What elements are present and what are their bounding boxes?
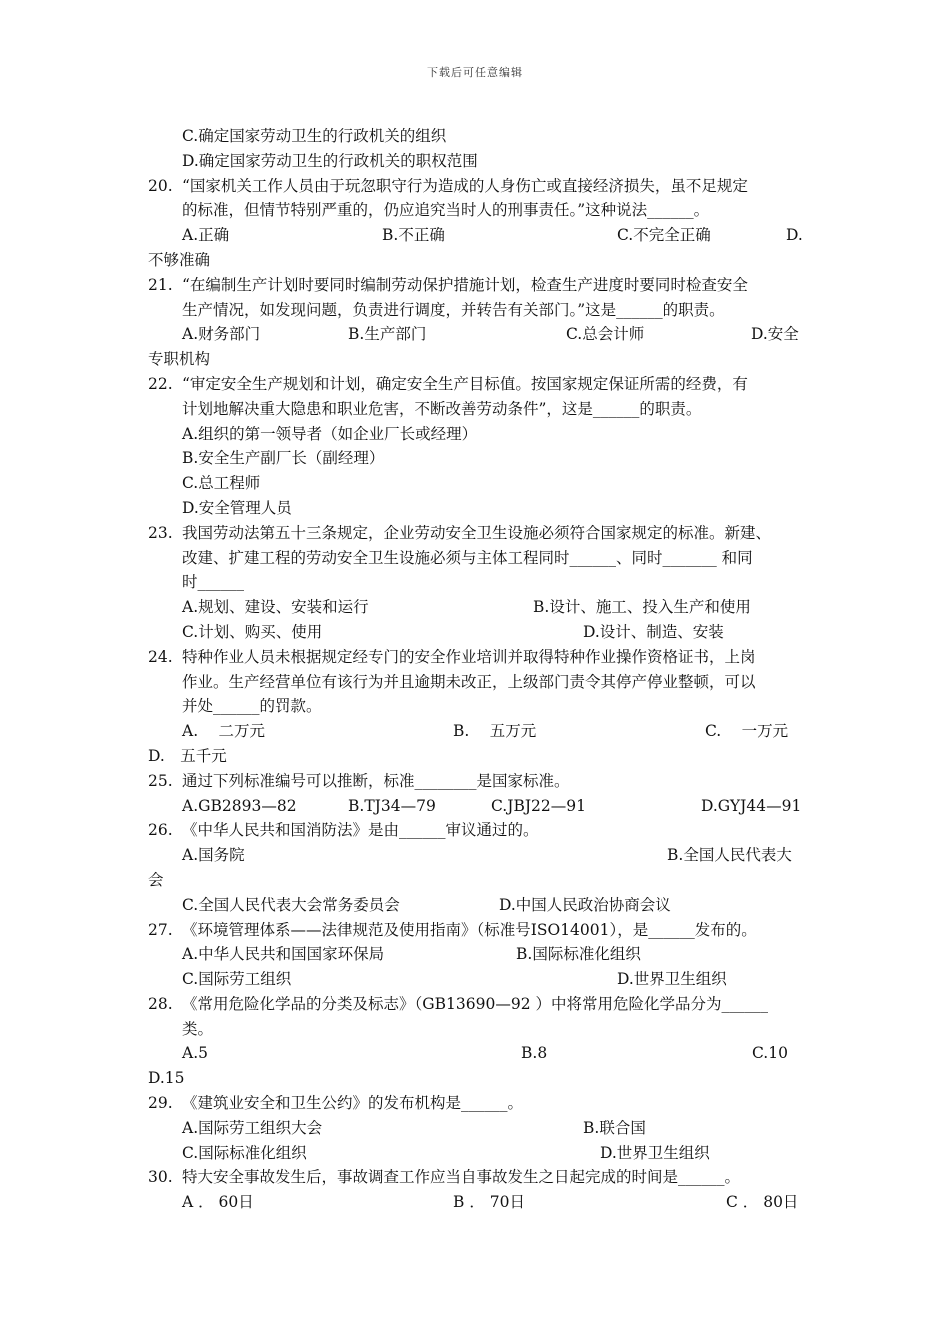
question-text: 我国劳动法第五十三条规定，企业劳动安全卫生设施必须符合国家规定的标准。新建、 — [182, 523, 772, 542]
question-29-options — [0, 1116, 950, 1141]
option-d: D.15 — [148, 1069, 185, 1088]
option-a: A.国务院 — [182, 846, 245, 865]
option-b: B ． 70日 — [453, 1193, 525, 1212]
option-a: A ． 60日 — [182, 1193, 254, 1212]
question-29-options — [0, 1141, 950, 1166]
option-d-continued: 专职机构 — [148, 350, 211, 369]
question-number: 24. — [148, 647, 173, 666]
question-21-line — [0, 298, 950, 323]
question-20-line — [0, 174, 950, 199]
question-27-options — [0, 967, 950, 992]
option-c: C.全国人民代表大会常务委员会 — [182, 895, 400, 914]
option-a: A.正确 — [182, 226, 230, 245]
option-d: D.安全管理人员 — [182, 498, 292, 517]
question-text: 特大安全事故发生后，事故调查工作应当自事故发生之日起完成的时间是______。 — [182, 1168, 741, 1187]
option-d: D. — [786, 226, 803, 245]
question-number: 25. — [148, 771, 173, 790]
option-d: D.GYJ44—91 — [701, 796, 802, 815]
option-d: D.世界卫生组织 — [600, 1143, 710, 1162]
question-number: 27. — [148, 920, 173, 939]
question-28-line — [0, 992, 950, 1017]
question-24-line — [0, 645, 950, 670]
option-d: D.确定国家劳动卫生的行政机关的职权范围 — [182, 151, 478, 170]
question-23-options — [0, 620, 950, 645]
option-b: B.生产部门 — [348, 325, 427, 344]
option-d: D.设计、制造、安装 — [583, 622, 724, 641]
option-a: A.组织的第一领导者（如企业厂长或经理） — [182, 424, 478, 443]
question-24-line — [0, 694, 950, 719]
question-23-line — [0, 546, 950, 571]
option-c: C.总会计师 — [566, 325, 645, 344]
question-29-line — [0, 1091, 950, 1116]
question-list — [0, 124, 950, 1215]
question-number: 26. — [148, 821, 173, 840]
question-24-options — [0, 744, 950, 769]
question-26-line — [0, 818, 950, 843]
question-text: “在编制生产计划时要同时编制劳动保护措施计划，检查生产进度时要同时检查安全 — [182, 275, 748, 294]
option-d: D.安全 — [751, 325, 799, 344]
question-number: 28. — [148, 994, 173, 1013]
option-a: A.财务部门 — [182, 325, 261, 344]
question-text: 作业。生产经营单位有该行为并且逾期未改正，上级部门责令其停产停业整顿，可以 — [182, 672, 756, 691]
option-b: B.全国人民代表大 — [667, 846, 792, 865]
option-line — [0, 422, 950, 447]
option-b: B.安全生产副厂长（副经理） — [182, 449, 385, 468]
option-c: C.10 — [752, 1044, 788, 1063]
question-23-line — [0, 521, 950, 546]
option-c: C.计划、购买、使用 — [182, 622, 323, 641]
question-20-options — [0, 223, 950, 248]
question-text: “审定安全生产规划和计划，确定安全生产目标值。按国家规定保证所需的经费，有 — [182, 374, 748, 393]
option-b: B. 五万元 — [453, 722, 537, 741]
question-20-line — [0, 198, 950, 223]
option-a: A.规划、建设、安装和运行 — [182, 598, 369, 617]
option-b-continued: 会 — [148, 870, 164, 889]
question-number: 23. — [148, 523, 173, 542]
question-23-options — [0, 595, 950, 620]
question-22-line — [0, 372, 950, 397]
question-21-options — [0, 347, 950, 372]
question-text: 类。 — [182, 1019, 214, 1038]
option-d-continued: 不够准确 — [148, 250, 211, 269]
option-b: B.设计、施工、投入生产和使用 — [533, 598, 751, 617]
option-b: B.TJ34—79 — [348, 796, 436, 815]
option-c: C.确定国家劳动卫生的行政机关的组织 — [182, 127, 447, 145]
question-number: 29. — [148, 1094, 173, 1113]
question-number: 20. — [148, 176, 173, 195]
question-23-line — [0, 570, 950, 595]
question-text: 《建筑业安全和卫生公约》的发布机构是______。 — [182, 1094, 524, 1113]
question-26-options — [0, 893, 950, 918]
option-b: B.国际标准化组织 — [516, 945, 641, 964]
question-text: 的标准，但情节特别严重的，仍应追究当时人的刑事责任。”这种说法______。 — [182, 201, 710, 220]
option-a: A. 二万元 — [182, 722, 266, 741]
option-c: C.不完全正确 — [617, 226, 711, 245]
question-28-line — [0, 1017, 950, 1042]
option-c: C.国际标准化组织 — [182, 1143, 307, 1162]
option-a: A.国际劳工组织大会 — [182, 1118, 323, 1137]
question-number: 30. — [148, 1168, 173, 1187]
option-b: B.联合国 — [583, 1118, 646, 1137]
option-d: D.中国人民政治协商会议 — [499, 895, 671, 914]
question-21-options — [0, 322, 950, 347]
question-30-line — [0, 1165, 950, 1190]
question-number: 21. — [148, 275, 173, 294]
option-c: C.总工程师 — [182, 474, 261, 493]
question-text: 《环境管理体系——法律规范及使用指南》（标准号ISO14001），是______发布的。 — [182, 920, 757, 939]
option-d: D.世界卫生组织 — [617, 970, 727, 989]
question-25-line — [0, 769, 950, 794]
question-26-options — [0, 868, 950, 893]
option-b: B.8 — [521, 1044, 548, 1063]
option-a: A.GB2893—82 — [182, 796, 297, 815]
question-text: 时______ — [182, 573, 245, 592]
option-a: A.5 — [182, 1044, 208, 1063]
question-28-options — [0, 1066, 950, 1091]
question-text: 《中华人民共和国消防法》是由______审议通过的。 — [182, 821, 539, 840]
question-text: 计划地解决重大隐患和职业危害，不断改善劳动条件”，这是______的职责。 — [182, 399, 702, 418]
question-27-options — [0, 942, 950, 967]
question-text: 特种作业人员未根据规定经专门的安全作业培训并取得特种作业操作资格证书，上岗 — [182, 647, 756, 666]
option-b: B.不正确 — [382, 226, 445, 245]
option-c: C. 一万元 — [705, 722, 789, 741]
question-21-line — [0, 273, 950, 298]
question-30-options — [0, 1190, 950, 1215]
question-25-options — [0, 794, 950, 819]
option-line — [0, 149, 950, 174]
option-c: C ． 80日 — [726, 1193, 799, 1212]
page-header: 下载后可任意编辑 — [427, 66, 523, 79]
question-text: 生产情况，如发现问题，负责进行调度，并转告有关部门。”这是______的职责。 — [182, 300, 725, 319]
option-c: C.JBJ22—91 — [491, 796, 586, 815]
question-28-options — [0, 1041, 950, 1066]
option-line — [0, 124, 950, 149]
option-c: C.国际劳工组织 — [182, 970, 292, 989]
option-line — [0, 471, 950, 496]
question-number: 22. — [148, 374, 173, 393]
question-27-line — [0, 918, 950, 943]
question-24-line — [0, 670, 950, 695]
option-line — [0, 496, 950, 521]
question-text: “国家机关工作人员由于玩忽职守行为造成的人身伤亡或直接经济损失，虽不足规定 — [182, 176, 748, 195]
question-24-options — [0, 719, 950, 744]
question-text: 《常用危险化学品的分类及标志》（GB13690—92 ）中将常用危险化学品分为______ — [182, 994, 768, 1013]
question-22-line — [0, 397, 950, 422]
option-d: D. 五千元 — [148, 746, 227, 765]
option-a: A.中华人民共和国国家环保局 — [182, 945, 385, 964]
question-26-options — [0, 843, 950, 868]
question-text: 并处______的罚款。 — [182, 697, 322, 716]
question-20-options — [0, 248, 950, 273]
question-text: 改建、扩建工程的劳动安全卫生设施必须与主体工程同时______、同时_______ 和同 — [182, 548, 753, 567]
question-text: 通过下列标准编号可以推断，标准________是国家标准。 — [182, 771, 570, 790]
option-line — [0, 446, 950, 471]
